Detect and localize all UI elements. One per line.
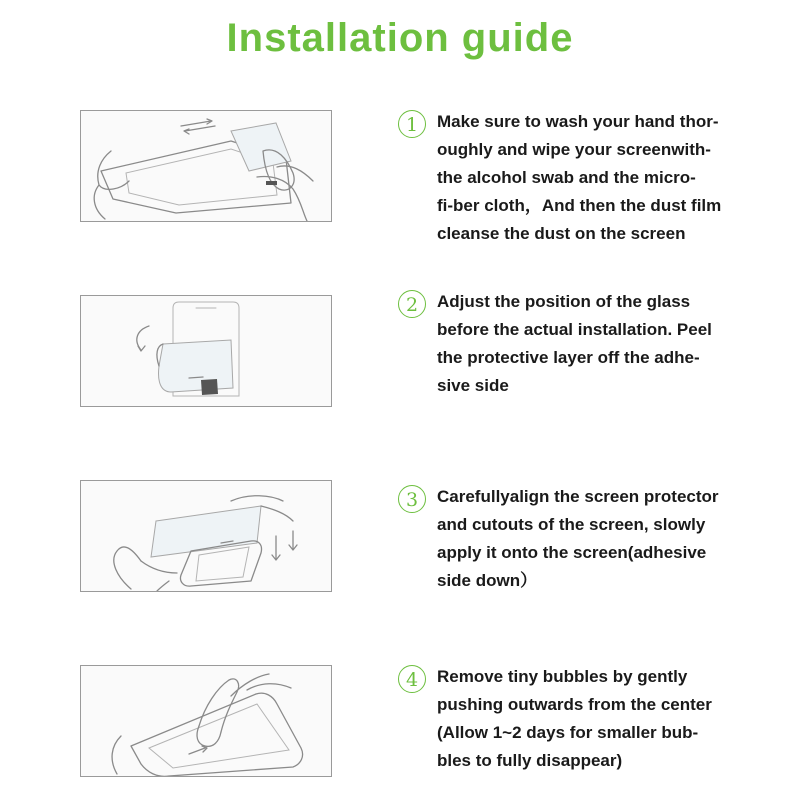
step-1-text: Make sure to wash your hand thor- oughly and wipe your screenwith- the alcohol swab and the micro- fi-ber cloth，And then the dust film cleanse the dust on the screen: [437, 112, 722, 243]
step-2-illustration: [80, 295, 332, 407]
peeling-protective-layer-icon: [81, 296, 331, 406]
step-4-text: Remove tiny bubbles by gently pushing outwards from the center (Allow 1~2 days for smaller bub- bles to fully disappear): [437, 667, 712, 770]
step-4-number: 4: [398, 665, 426, 693]
finger-pushing-bubbles-icon: [81, 666, 331, 776]
step-1-illustration: [80, 110, 332, 222]
step-1-number: 1: [398, 110, 426, 138]
page-title: Installation guide: [226, 16, 574, 60]
step-3-text: Carefullyalign the screen protector and cutouts of the screen, slowly apply it onto the screen(adhesive side down）: [437, 487, 719, 590]
step-4-illustration: [80, 665, 332, 777]
hands-wiping-screen-icon: [81, 111, 331, 221]
step-3-illustration: [80, 480, 332, 592]
aligning-protector-icon: [81, 481, 331, 591]
step-2-text: Adjust the position of the glass before the actual installation. Peel the protective layer off the adhe- sive side: [437, 292, 712, 395]
step-2-number: 2: [398, 290, 426, 318]
step-3-number: 3: [398, 485, 426, 513]
